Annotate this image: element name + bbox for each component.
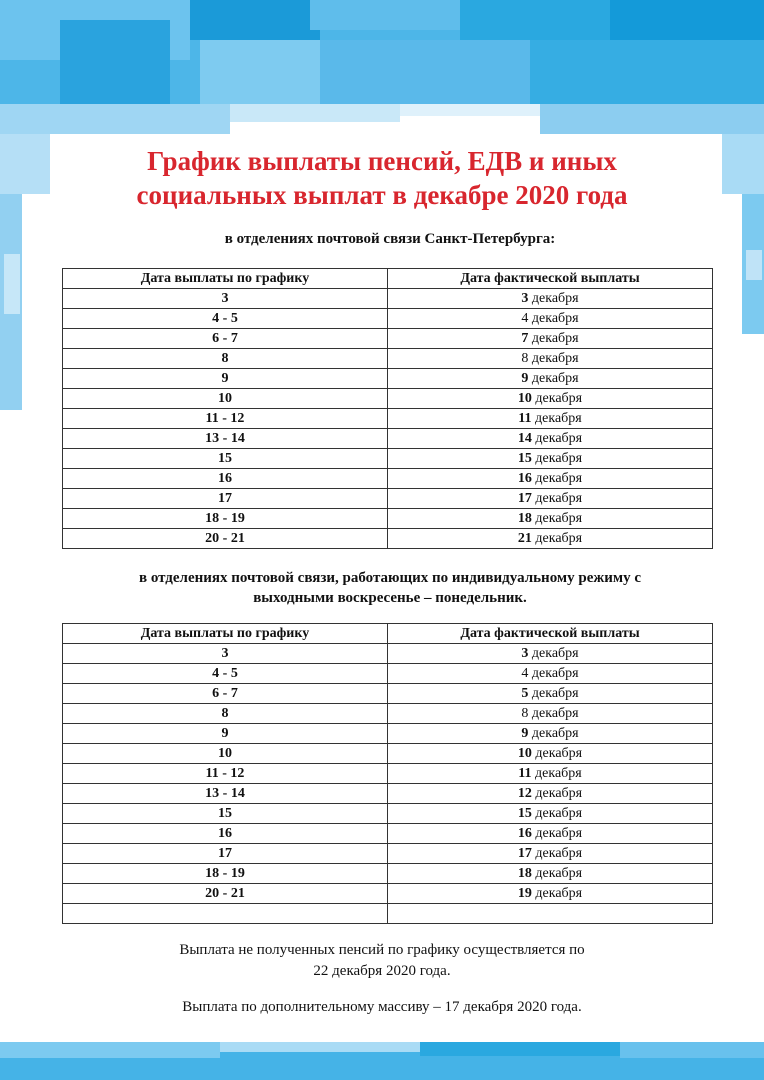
actual-day: 19 [517,885,532,901]
actual-day: 5 [521,685,529,701]
actual-date-cell [388,664,713,684]
table-row [63,389,713,409]
actual-month: декабря [531,645,579,661]
actual-day: 8 [521,705,529,721]
actual-month: декабря [535,785,583,801]
actual-date-cell [388,744,713,764]
column-header-scheduled: Дата выплаты по графику [63,269,388,289]
column-header-scheduled: Дата выплаты по графику [63,624,388,644]
footer-note-1-line-1: Выплата не полученных пенсий по графику осуществляется по [179,942,585,958]
actual-day: 7 [521,330,529,346]
actual-month: декабря [535,450,583,466]
actual-date-cell [388,644,713,664]
scheduled-date-cell: 11 - 12 [63,764,388,784]
actual-day: 3 [521,645,529,661]
footer-note-1-line-2: 22 декабря 2020 года. [313,963,451,979]
section2-heading-line-2: выходными воскресенье – понедельник. [253,590,527,606]
table-row [63,864,713,884]
actual-day: 11 [518,765,532,781]
table-row [63,329,713,349]
schedule-table-spb [62,268,713,549]
scheduled-date-cell: 3 [63,644,388,664]
actual-day: 18 [517,865,532,881]
table-row [63,369,713,389]
actual-month: декабря [531,370,579,386]
scheduled-date-cell: 13 - 14 [63,429,388,449]
actual-date-cell [388,309,713,329]
table-row [63,409,713,429]
scheduled-date-cell: 15 [63,449,388,469]
table-row [63,844,713,864]
actual-date-cell [388,824,713,844]
table-row [63,469,713,489]
actual-month: декабря [535,745,583,761]
actual-date-cell [388,784,713,804]
section2-heading-line-1: в отделениях почтовой связи, работающих по индивидуальному режиму с [138,570,642,586]
actual-day: 12 [517,785,532,801]
actual-month: декабря [535,845,583,861]
actual-month: декабря [535,410,582,426]
actual-month: декабря [531,330,579,346]
actual-date-cell [388,804,713,824]
actual-date-cell [388,369,713,389]
title-line-2: социальных выплат в декабре 2020 года [136,180,628,210]
column-header-actual: Дата фактической выплаты [388,269,713,289]
column-header-actual: Дата фактической выплаты [388,624,713,644]
actual-month: декабря [531,705,579,721]
actual-month: декабря [535,530,583,546]
actual-day: 4 [521,665,529,681]
actual-date-cell [388,409,713,429]
title-line-1: График выплаты пенсий, ЕДВ и иных [147,146,617,176]
actual-day: 17 [517,845,532,861]
table-row [63,704,713,724]
actual-day: 8 [521,350,529,366]
table-row [63,784,713,804]
scheduled-date-cell: 18 - 19 [63,509,388,529]
actual-date-cell [388,509,713,529]
actual-date-cell [388,529,713,549]
actual-day: 14 [517,430,532,446]
actual-day: 4 [521,310,529,326]
actual-date-cell [388,449,713,469]
table-row [63,644,713,664]
scheduled-date-cell: 6 - 7 [63,329,388,349]
table-row [63,489,713,509]
actual-date-cell [388,389,713,409]
actual-month: декабря [535,470,583,486]
scheduled-date-cell: 4 - 5 [63,664,388,684]
table-row [63,744,713,764]
table-row [63,664,713,684]
actual-date-cell [388,884,713,904]
actual-month: декабря [535,430,583,446]
scheduled-date-cell: 17 [63,844,388,864]
scheduled-date-cell: 18 - 19 [63,864,388,884]
schedule-table-individual [62,623,713,924]
table-row [63,289,713,309]
scheduled-date-cell: 20 - 21 [63,529,388,549]
actual-date-cell [388,684,713,704]
actual-date-cell [388,704,713,724]
table-row [63,449,713,469]
scheduled-date-cell: 3 [63,289,388,309]
actual-month: декабря [535,510,583,526]
scheduled-date-cell: 6 - 7 [63,684,388,704]
actual-date-cell [388,764,713,784]
actual-day: 11 [518,410,532,426]
actual-month: декабря [535,865,583,881]
table-row [63,904,713,924]
scheduled-date-cell: 9 [63,724,388,744]
actual-day: 10 [517,390,532,406]
actual-day: 17 [517,490,532,506]
scheduled-date-cell: 8 [63,704,388,724]
actual-month: декабря [531,310,579,326]
table-row [63,824,713,844]
page-title [0,144,764,212]
scheduled-date-cell: 15 [63,804,388,824]
actual-month: декабря [531,290,579,306]
actual-day: 9 [521,370,529,386]
actual-month: декабря [531,350,579,366]
scheduled-date-cell: 13 - 14 [63,784,388,804]
section1-heading: в отделениях почтовой связи Санкт-Петербурга: [224,231,556,247]
actual-date-cell [388,724,713,744]
actual-date-cell [388,904,713,924]
scheduled-date-cell: 4 - 5 [63,309,388,329]
table-row [63,429,713,449]
table-row [63,804,713,824]
table-header-row [63,269,713,289]
table-row [63,724,713,744]
table-row [63,884,713,904]
scheduled-date-cell: 8 [63,349,388,369]
actual-date-cell [388,844,713,864]
actual-day: 16 [517,825,532,841]
footer-note-1 [0,940,764,982]
table-row [63,349,713,369]
actual-day: 3 [521,290,529,306]
scheduled-date-cell: 16 [63,824,388,844]
actual-day: 10 [517,745,532,761]
table-row [63,764,713,784]
actual-date-cell [388,489,713,509]
actual-month: декабря [535,885,583,901]
scheduled-date-cell: 9 [63,369,388,389]
actual-month: декабря [535,765,582,781]
actual-month: декабря [531,725,579,741]
scheduled-date-cell: 17 [63,489,388,509]
scheduled-date-cell: 10 [63,744,388,764]
actual-date-cell [388,329,713,349]
actual-date-cell [388,864,713,884]
footer-note-2: Выплата по дополнительному массиву – 17 декабря 2020 года. [182,999,582,1015]
section2-heading [40,568,740,608]
actual-date-cell [388,289,713,309]
table-row [63,684,713,704]
actual-month: декабря [535,805,583,821]
actual-day: 18 [517,510,532,526]
actual-month: декабря [531,685,579,701]
actual-day: 15 [517,450,532,466]
actual-day: 15 [517,805,532,821]
actual-month: декабря [535,390,583,406]
actual-month: декабря [535,825,583,841]
table-row [63,509,713,529]
scheduled-date-cell: 11 - 12 [63,409,388,429]
actual-day: 16 [517,470,532,486]
actual-month: декабря [531,665,579,681]
actual-date-cell [388,429,713,449]
scheduled-date-cell: 16 [63,469,388,489]
table-row [63,529,713,549]
table-row [63,309,713,329]
actual-day: 21 [517,530,532,546]
scheduled-date-cell: 20 - 21 [63,884,388,904]
actual-date-cell [388,469,713,489]
actual-day: 9 [521,725,529,741]
scheduled-date-cell: 10 [63,389,388,409]
actual-date-cell [388,349,713,369]
actual-month: декабря [535,490,583,506]
table-header-row [63,624,713,644]
scheduled-date-cell [63,904,388,924]
